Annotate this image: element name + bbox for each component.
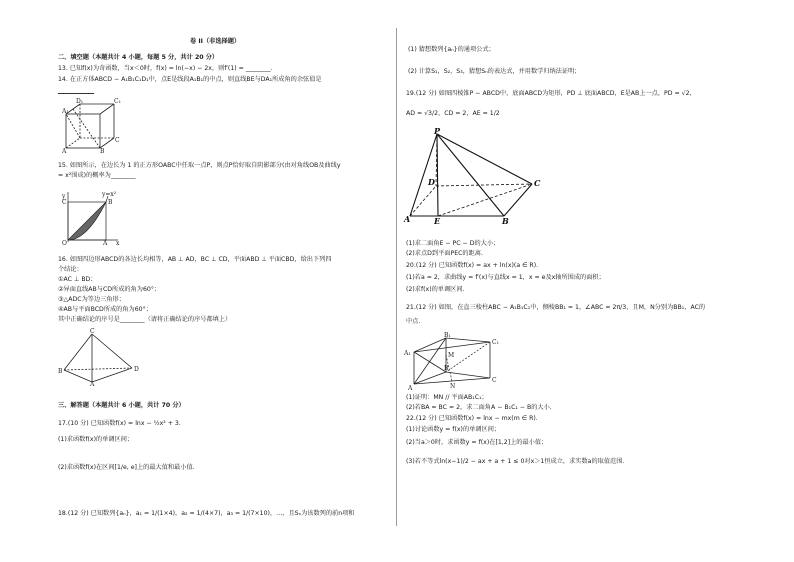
question-22-part3: (3)若不等式ln(x−1)/2 − ax + a + 1 ≤ 0对x＞1恒成立，求实数a的取值范围. (406, 458, 625, 465)
question-22-part1: (1)讨论函数y = f(x)的单调区间； (406, 426, 501, 433)
question-20-part2: (2)求f(x)的单调区间. (406, 286, 465, 293)
label-C1: C₁ (114, 98, 121, 105)
label-C: C (90, 328, 95, 335)
label-D: D (428, 177, 435, 187)
answer-blank (58, 86, 94, 94)
label-E: E (434, 216, 441, 226)
label-C1: C₁ (492, 339, 499, 346)
question-13: 13. 已知f(x)为奇函数，当x＜0时，f(x) = ln(−x) − 2x，则f′(1) = ________. (58, 65, 273, 72)
label-O: O (62, 240, 67, 247)
pyramid-figure (404, 128, 544, 224)
label-P: P (434, 126, 441, 136)
label-M: M (448, 352, 455, 359)
label-B: B (502, 216, 509, 226)
section2-title: 二、填空题（本题共计 4 小题，每题 5 分，共计 20 分） (58, 54, 219, 61)
label-C: C (492, 377, 497, 384)
label-C: C (115, 137, 120, 144)
question-15-line1: 15. 如图所示，在边长为 1 的正方形OABC中任取一点P，则点P恰好取自阴影部分(由对角线OB及曲线y (58, 162, 341, 169)
column-divider (396, 28, 397, 526)
question-17: 17.(10 分) 已知函数f(x) = lnx − ½x² + 3. (58, 420, 181, 427)
question-18-part2: (2) 计算S₁，S₂，S₃，猜想Sₙ的表达式，并用数学归纳法证明； (408, 68, 581, 75)
question-15-line2: = x²围成)的概率为________ (58, 172, 136, 179)
conclusion-2: ②异面直线AB与CD所成的角为60°； (58, 286, 161, 293)
label-D1: D₁ (76, 98, 84, 105)
section3-title: 三、解答题（本题共计 6 小题，共计 70 分） (58, 402, 185, 409)
prism-figure (404, 330, 504, 390)
label-B1: B₁ (444, 332, 451, 339)
label-A: A (404, 214, 411, 224)
question-20: 20.(12 分) 已知函数f(x) = ax + ln(x)(a ∈ R). (406, 262, 539, 269)
question-19-line2: AD = √3/2，CD = 2，AE = 1/2 (406, 110, 500, 117)
label-B: B (58, 368, 63, 375)
label-N: N (450, 383, 456, 390)
label-C: C (62, 199, 67, 206)
label-D: D (134, 366, 139, 373)
question-22-part2: (2)当a＞0时，求函数y = f(x)在[1,2]上的最小值； (406, 439, 548, 446)
question-21-line1: 21.(12 分) 如图，在直三棱柱ABC − A₁B₁C₁中，侧棱BB₁ = 1，∠ABC = 2π/3，且M，N分别为BB₁，AC的 (406, 304, 706, 311)
conclusion-1: ①AC ⊥ BD； (58, 276, 97, 283)
label-x: x (116, 240, 120, 247)
label-B: B (108, 199, 113, 206)
question-17-part1: (1)求函数f(x)的单调区间； (58, 436, 134, 443)
label-A: A (408, 385, 413, 392)
square-parabola-figure (60, 190, 122, 246)
label-A: A (90, 381, 95, 388)
question-17-part2: (2)求函数f(x)在区间[1/e, e]上的最大值和最小值. (58, 464, 195, 471)
question-19-part1: (1)求二面角E − PC − D的大小； (406, 240, 500, 247)
label-A: A (103, 240, 108, 247)
label-y: y (62, 193, 66, 200)
question-19-part2: (2)求点D到平面PEC的距离. (406, 250, 483, 257)
question-18: 18.(12 分) 已知数列{aₙ}，a₁ = 1/(1×4)，a₂ = 1/(4×7)，a₃ = 1/(7×10)，…，且Sₙ为该数列的前n项和 (58, 510, 355, 517)
question-19-line1: 19.(12 分) 如图四棱锥P − ABCD中，底面ABCD为矩形，PD ⊥ 底面ABCD，E是AB上一点，PD = √2， (406, 90, 696, 97)
label-A1: A₁ (62, 108, 69, 115)
label-curve: y=x² (102, 191, 117, 198)
label-A1: A₁ (404, 350, 411, 357)
part-title: 卷 II（非选择题） (190, 38, 241, 45)
question-18-part1: (1) 猜想数列{aₙ}的通项公式； (408, 46, 495, 53)
label-A: A (62, 148, 67, 155)
question-16-line2: 个结论： (58, 266, 83, 273)
question-16-tail: 其中正确结论的序号是________（请将正确结论的序号都填上） (58, 316, 232, 323)
label-B: B (444, 365, 449, 372)
quadrilateral-figure (58, 328, 140, 386)
conclusion-4: ④AB与平面BCD所成的角为60°； (58, 306, 152, 313)
question-14: 14. 在正方体ABCD − A₁B₁C₁D₁中，点E是线段A₁B₁的中点，则直线BE与DA₁所成角的余弦值是 (58, 76, 322, 83)
conclusion-3: ③△ADC为等边三角形； (58, 296, 125, 303)
question-20-part1: (1)若a = 2，求曲线y = f′(x)与直线x = 1，x = e及x轴所围成的面积； (406, 274, 605, 281)
question-21-part1: (1)证明：MN // 平面AB₁C₁； (406, 394, 488, 401)
cube-figure (62, 98, 120, 154)
label-B: B (100, 148, 105, 155)
label-C: C (534, 178, 541, 188)
question-22: 22.(12 分) 已知函数f(x) = lnx − mx(m ∈ R). (406, 415, 538, 422)
question-16-line1: 16. 如图四边形ABCD的各边长均相等，AB ⊥ AD，BC ⊥ CD，平面ABD ⊥ 平面CBD，给出下列四 (58, 256, 332, 263)
question-21-part2: (2)若BA = BC = 2，求二面角A − B₁C₁ − B的大小. (406, 404, 552, 411)
question-21-line2: 中点. (406, 318, 421, 325)
